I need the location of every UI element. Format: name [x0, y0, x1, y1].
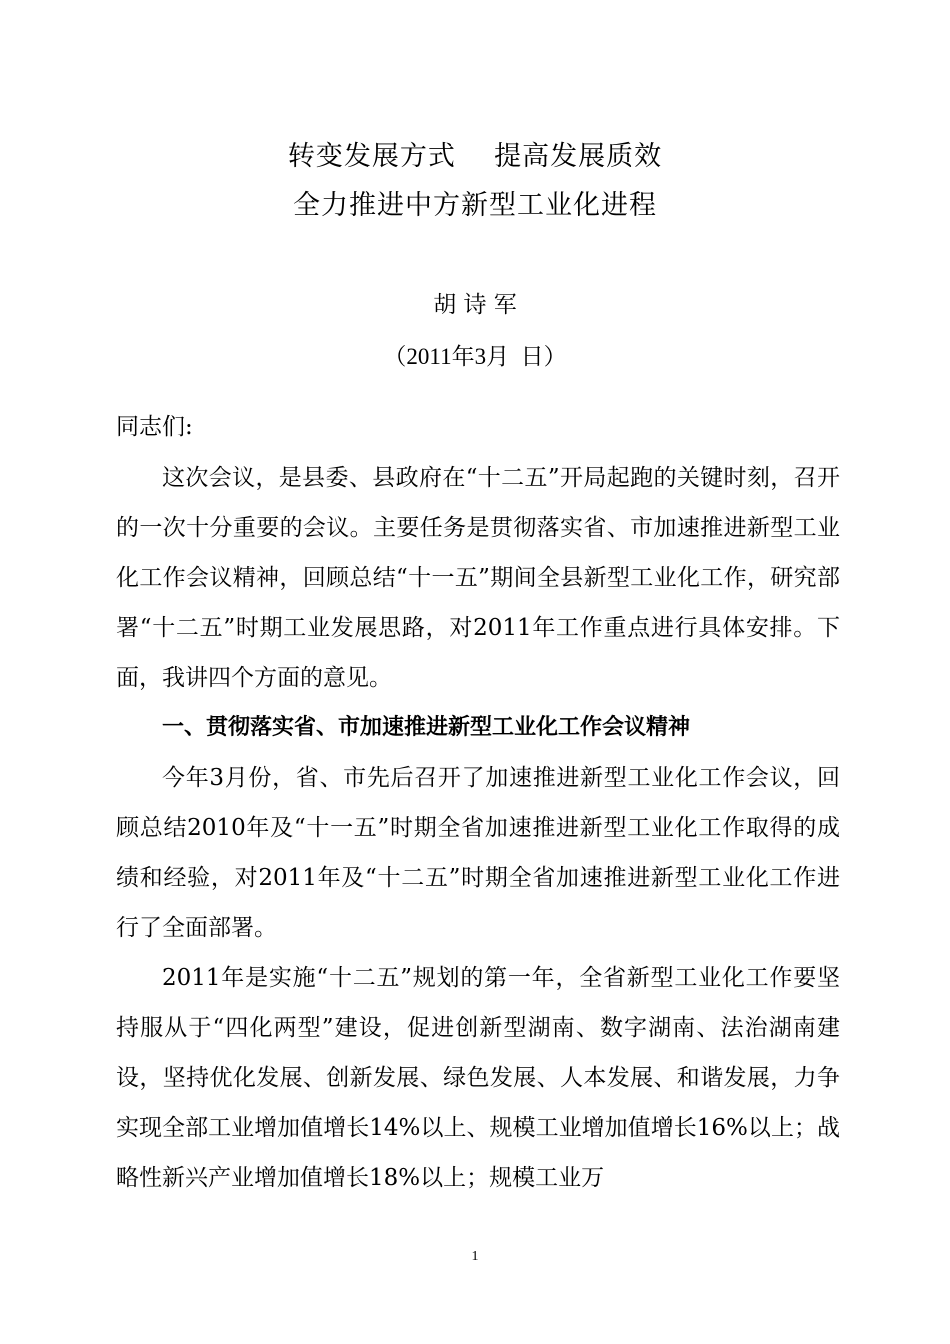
author-name: 胡 诗 军	[433, 292, 517, 318]
page-number: 1	[471, 1249, 479, 1264]
document-title-line-2: 全力推进中方新型工业化进程	[293, 190, 657, 221]
document-title-line-1: 转变发展方式 提高发展质效	[287, 141, 663, 172]
section-heading-1: 一、贯彻落实省、市加速推进新型工业化工作会议精神	[162, 715, 691, 740]
paragraph-intro: 这次会议，是县委、县政府在“十二五”开局起跑的关键时刻，召开的一次十分重要的会议。主要任务是贯彻落实省、市加速推进新型工业化工作会议精神，回顾总结“十一五”期间全县新型工业化工作，研究部署“十二五”时期工业发展思路，对2011年工作重点进行具体安排。下面，我讲四个方面的意见。	[116, 465, 840, 691]
paragraph-meeting-summary: 今年3月份，省、市先后召开了加速推进新型工业化工作会议，回顾总结2010年及“十一五”时期全省加速推进新型工业化工作取得的成绩和经验，对2011年及“十二五”时期全省加速推进新型工业化工作进行了全面部署。	[116, 765, 840, 941]
salutation: 同志们:	[116, 414, 193, 440]
document-date: （2011年3月 日）	[383, 344, 567, 369]
paragraph-2011-goals: 2011年是实施“十二五”规划的第一年，全省新型工业化工作要坚持服从于“四化两型”建设，促进创新型湖南、数字湖南、法治湖南建设，坚持优化发展、创新发展、绿色发展、人本发展、和谐发展，力争实现全部工业增加值增长14%以上、规模工业增加值增长16%以上；战略性新兴产业增加值增长18%以上；规模工业万	[116, 965, 840, 1191]
